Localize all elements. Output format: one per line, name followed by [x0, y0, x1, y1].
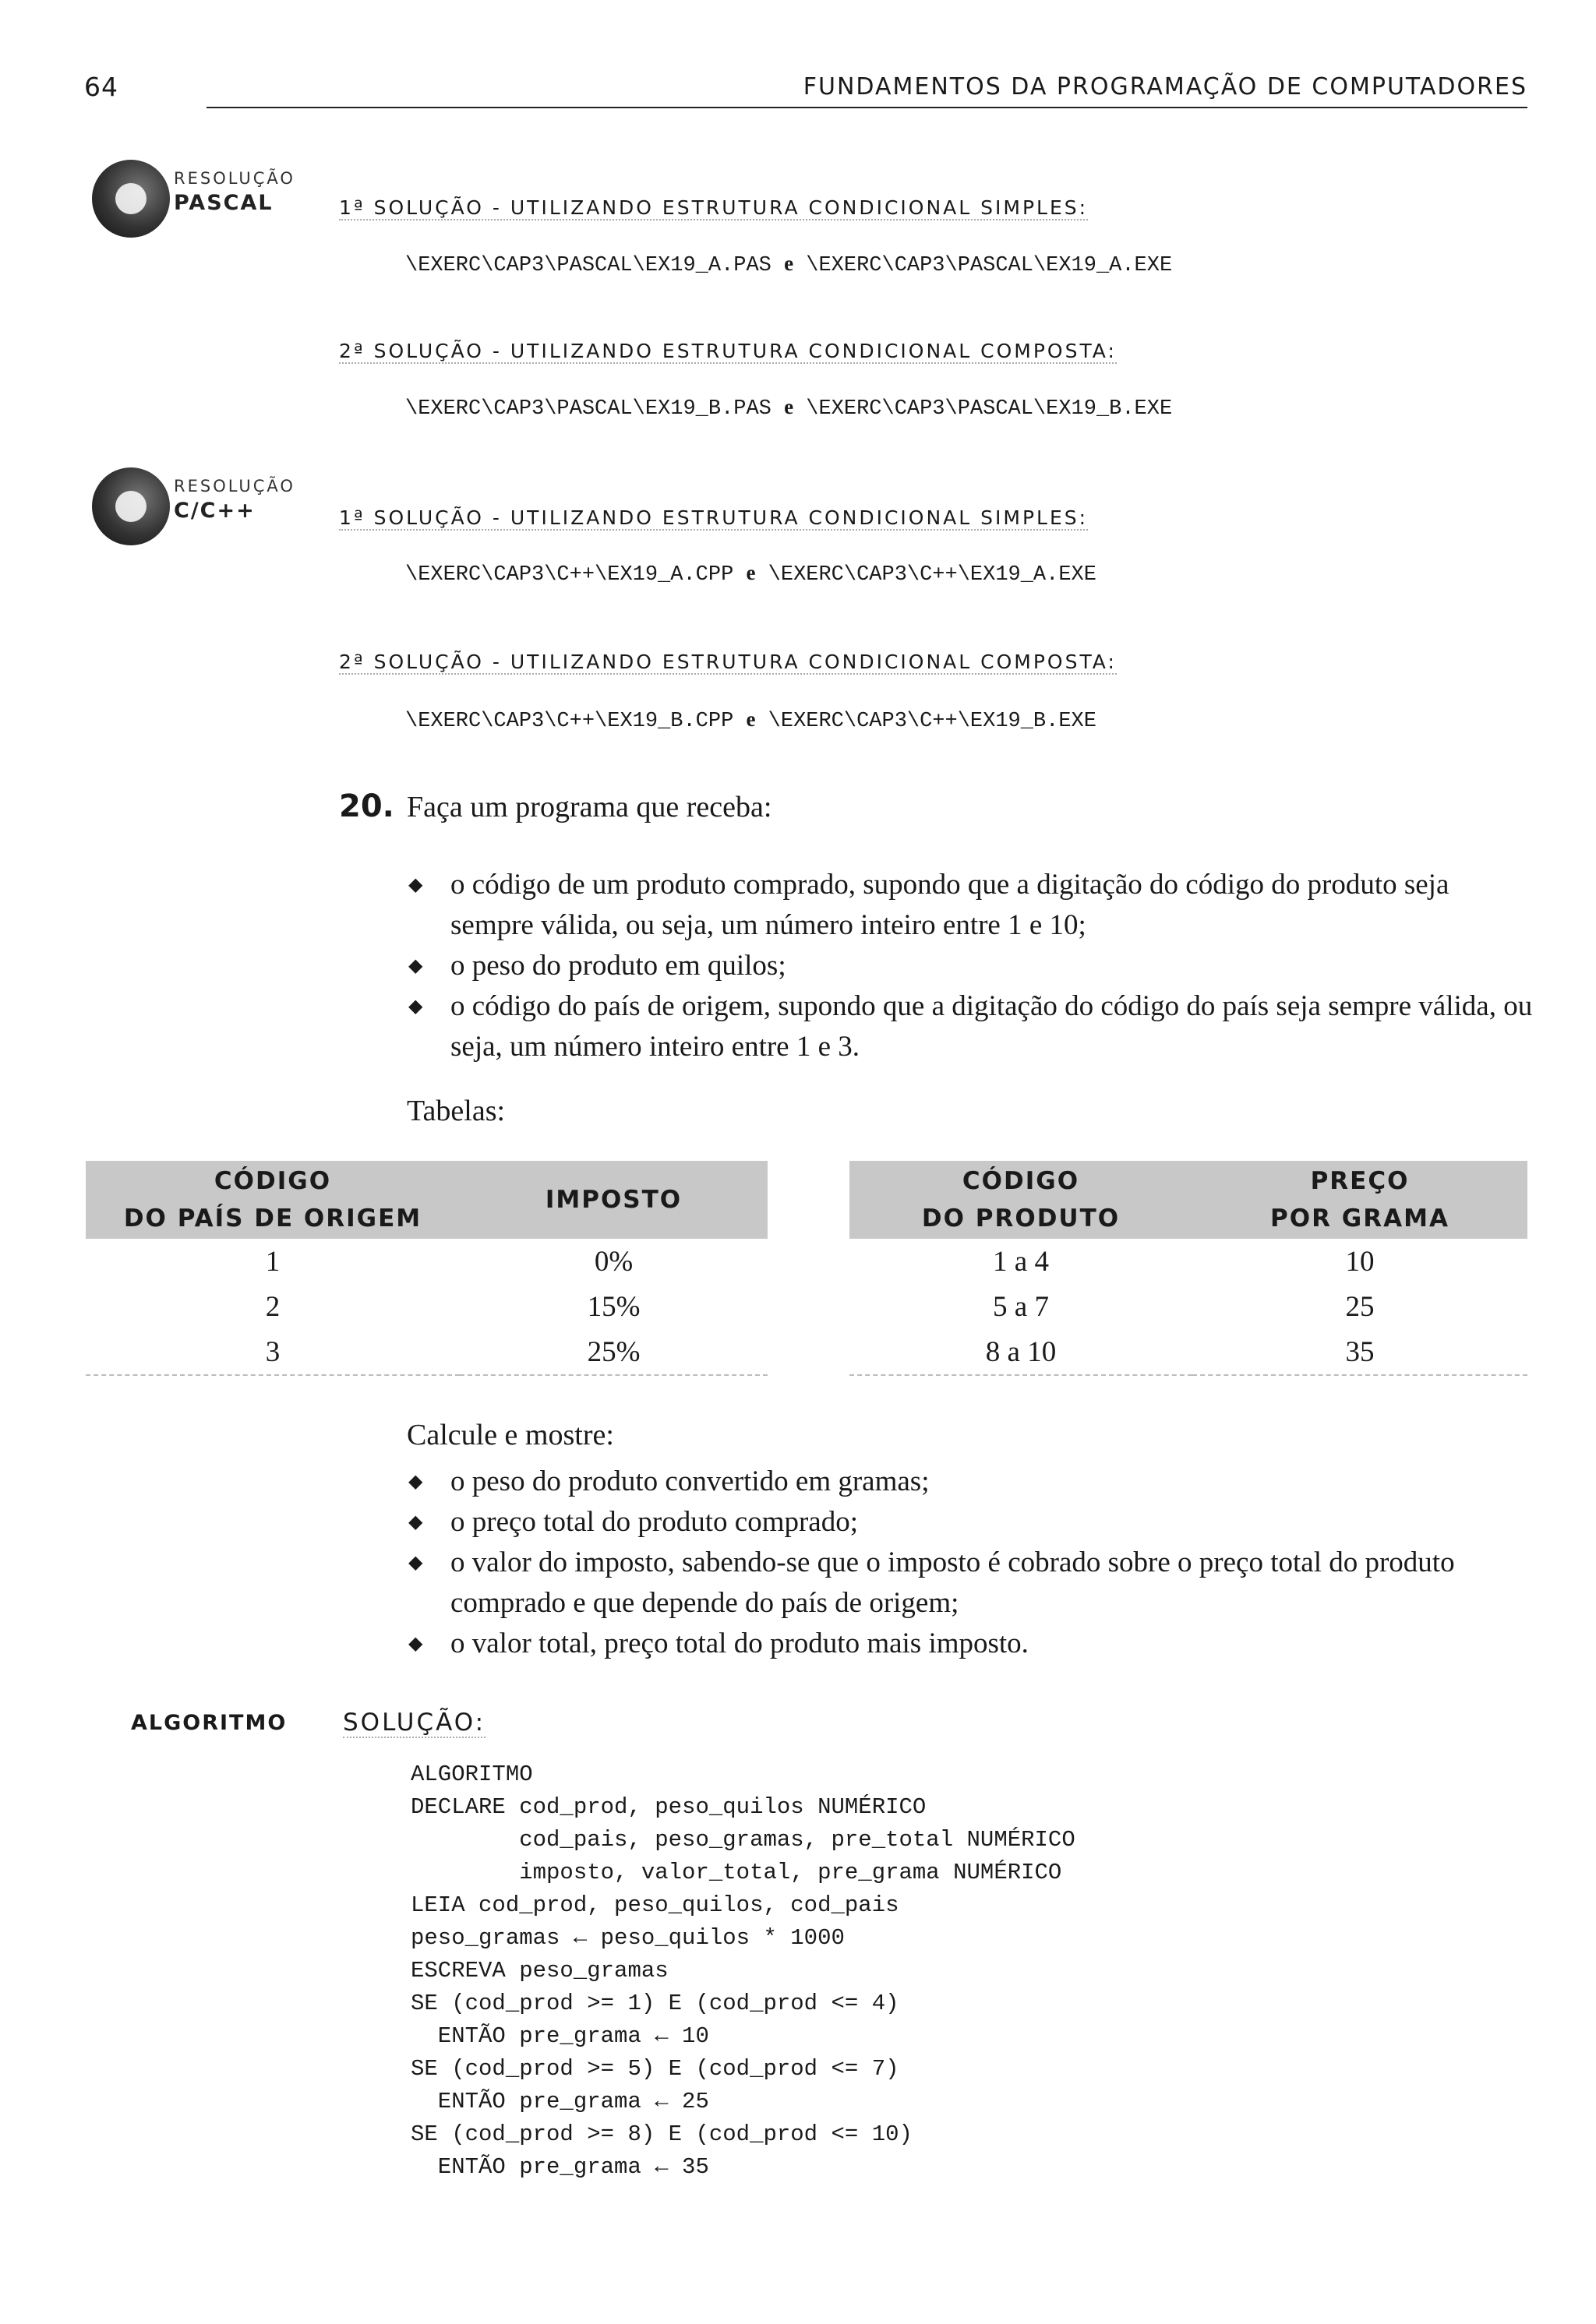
- cell-price: 35: [1345, 1335, 1375, 1368]
- cpp-solution1-files: [405, 561, 1096, 587]
- code-line: SE (cod_prod >= 5) E (cod_prod <= 7): [411, 2056, 899, 2082]
- table-row: [849, 1329, 1527, 1375]
- conjunction: e: [746, 561, 756, 584]
- table-row: [86, 1284, 768, 1329]
- code-line: ESCREVA peso_gramas: [411, 1958, 669, 1984]
- cpp-badge-label: C/C++: [174, 499, 256, 523]
- cpp-solution2-files: [405, 707, 1096, 733]
- code-line: imposto, valor_total, pre_grama NUMÉRICO: [411, 1860, 1062, 1885]
- list-item: ◆ o código de um produto comprado, supondo que a digitação do código do produto seja sempre válida, ou seja, um número inteiro entre 1 e 10;: [405, 865, 1535, 946]
- table-row: [86, 1329, 768, 1375]
- code-line: cod_pais, peso_gramas, pre_total NUMÉRICO: [411, 1827, 1075, 1853]
- tables-label: Tabelas:: [407, 1095, 506, 1127]
- code-line: ENTÃO pre_grama ← 35: [411, 2154, 709, 2180]
- file-path: \EXERC\CAP3\PASCAL\EX19_A.PAS: [405, 254, 772, 277]
- output-list: [405, 1462, 1535, 1664]
- column-header-price-per-gram: PREÇO POR GRAMA: [1192, 1161, 1527, 1239]
- pascal-badge: [92, 160, 326, 245]
- cell-tax: 0%: [594, 1245, 634, 1278]
- list-item: ◆ o valor total, preço total do produto mais imposto.: [405, 1624, 1535, 1664]
- pascal-solution2-files: [405, 395, 1172, 421]
- code-line: SE (cod_prod >= 8) E (cod_prod <= 10): [411, 2121, 913, 2147]
- page-number: 64: [84, 72, 118, 102]
- cd-disc-icon: [92, 467, 170, 545]
- conjunction: e: [746, 707, 756, 731]
- cpp-solution1-heading: 1ª SOLUÇÃO - UTILIZANDO ESTRUTURA CONDICIONAL SIMPLES:: [339, 506, 1089, 529]
- cell-price: 10: [1345, 1245, 1375, 1278]
- code-line: peso_gramas ← peso_quilos * 1000: [411, 1925, 845, 1951]
- list-item: ◆ o preço total do produto comprado;: [405, 1502, 1535, 1543]
- calculate-label: Calcule e mostre:: [407, 1419, 614, 1451]
- running-head: FUNDAMENTOS DA PROGRAMAÇÃO DE COMPUTADORES: [803, 73, 1527, 101]
- column-header-tax: IMPOSTO: [460, 1161, 768, 1239]
- pascal-badge-label-small: RESOLUÇÃO: [174, 169, 295, 188]
- input-list: [405, 865, 1535, 1067]
- file-path: \EXERC\CAP3\C++\EX19_B.EXE: [768, 710, 1096, 733]
- code-line: ENTÃO pre_grama ← 10: [411, 2023, 709, 2049]
- cell-product-code: 1 a 4: [993, 1245, 1049, 1278]
- column-header-country-code: CÓDIGO DO PAÍS DE ORIGEM: [86, 1161, 460, 1239]
- column-header-product-code: CÓDIGO DO PRODUTO: [849, 1161, 1192, 1239]
- header-rule: [207, 107, 1527, 108]
- cell-price: 25: [1345, 1290, 1375, 1323]
- cell-country-code: 2: [265, 1290, 281, 1323]
- file-path: \EXERC\CAP3\C++\EX19_B.CPP: [405, 710, 734, 733]
- table-row: [86, 1239, 768, 1284]
- country-tax-table: [86, 1161, 768, 1376]
- exercise-intro: Faça um programa que receba:: [407, 791, 772, 823]
- product-price-table: [849, 1161, 1527, 1376]
- table-header-row: [86, 1161, 768, 1239]
- table-header-row: [849, 1161, 1527, 1239]
- conjunction: e: [784, 252, 794, 275]
- cpp-badge-label-small: RESOLUÇÃO: [174, 477, 295, 495]
- cell-product-code: 8 a 10: [985, 1335, 1057, 1368]
- cpp-solution2-heading: 2ª SOLUÇÃO - UTILIZANDO ESTRUTURA CONDICIONAL COMPOSTA:: [339, 651, 1117, 673]
- code-line: ENTÃO pre_grama ← 25: [411, 2089, 709, 2114]
- cell-tax: 15%: [587, 1290, 641, 1323]
- cpp-badge: [92, 467, 326, 553]
- pascal-solution1-files: [405, 252, 1172, 277]
- pascal-badge-label: PASCAL: [174, 191, 274, 215]
- list-item: ◆ o código do país de origem, supondo que a digitação do código do país seja sempre válida, ou seja, um número inteiro entre 1 e 3.: [405, 986, 1535, 1067]
- code-line: LEIA cod_prod, peso_quilos, cod_pais: [411, 1892, 899, 1918]
- cd-disc-icon: [92, 160, 170, 238]
- code-line: DECLARE cod_prod, peso_quilos NUMÉRICO: [411, 1794, 927, 1820]
- list-item: ◆ o valor do imposto, sabendo-se que o imposto é cobrado sobre o preço total do produto comprado e que depende do país de origem;: [405, 1543, 1535, 1624]
- cell-country-code: 1: [265, 1245, 281, 1278]
- file-path: \EXERC\CAP3\C++\EX19_A.EXE: [768, 563, 1096, 587]
- conjunction: e: [784, 395, 794, 418]
- cell-country-code: 3: [265, 1335, 281, 1368]
- table-row: [849, 1284, 1527, 1329]
- file-path: \EXERC\CAP3\PASCAL\EX19_A.EXE: [806, 254, 1173, 277]
- file-path: \EXERC\CAP3\C++\EX19_A.CPP: [405, 563, 734, 587]
- list-item: ◆ o peso do produto convertido em gramas;: [405, 1462, 1535, 1502]
- cell-product-code: 5 a 7: [993, 1290, 1049, 1323]
- file-path: \EXERC\CAP3\PASCAL\EX19_B.EXE: [806, 397, 1173, 421]
- table-row: [849, 1239, 1527, 1284]
- pascal-solution2-heading: 2ª SOLUÇÃO - UTILIZANDO ESTRUTURA CONDICIONAL COMPOSTA:: [339, 340, 1117, 362]
- code-line: SE (cod_prod >= 1) E (cod_prod <= 4): [411, 1991, 899, 2016]
- exercise-number: 20.: [339, 788, 394, 824]
- algorithm-code: [411, 1758, 1075, 2184]
- pascal-solution1-heading: 1ª SOLUÇÃO - UTILIZANDO ESTRUTURA CONDICIONAL SIMPLES:: [339, 196, 1089, 219]
- algorithm-tag: ALGORITMO: [131, 1711, 288, 1735]
- file-path: \EXERC\CAP3\PASCAL\EX19_B.PAS: [405, 397, 772, 421]
- cell-tax: 25%: [587, 1335, 641, 1368]
- solution-label: SOLUÇÃO:: [343, 1709, 486, 1737]
- code-line: ALGORITMO: [411, 1762, 533, 1787]
- list-item: ◆ o peso do produto em quilos;: [405, 946, 1535, 986]
